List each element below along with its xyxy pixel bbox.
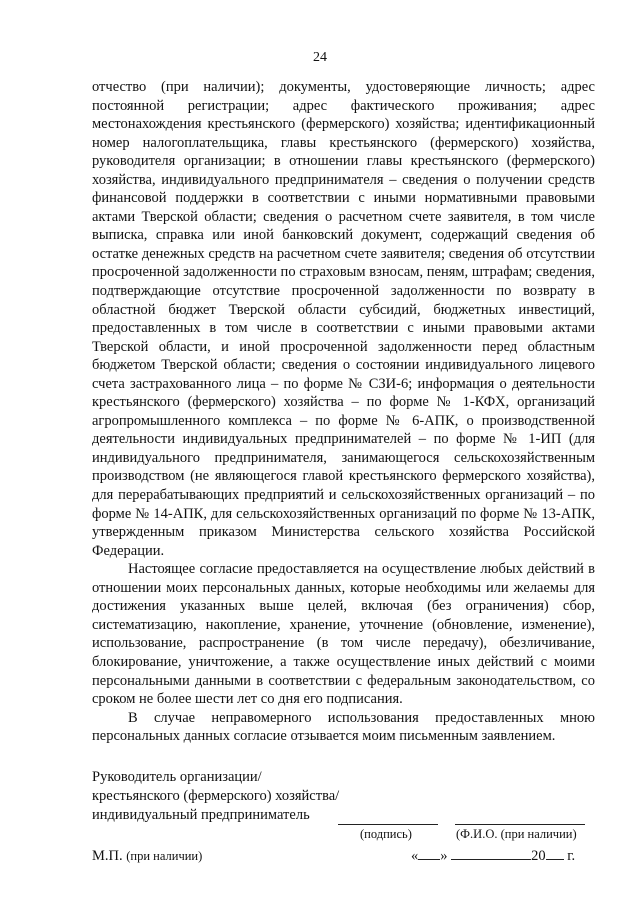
year-blank[interactable] xyxy=(546,848,564,860)
paragraph-consent-scope: Настоящее согласие предоставляется на осуществление любых действий в отношении моих персональных данных, которые необходимы или желаемы для достижения указанных выше целей, включая (без ограничения) сбор, систематизацию, накопление, хранение, уточнение (обновление, изменение), использование, распространение (в том числе передачу), обезличивание, блокирование, уничтожение, а также осуществление иных действий с моими персональными данными в соответствии с федеральным законодательством, со сроком не более шести лет со дня его подписания. xyxy=(92,561,595,708)
consent-text xyxy=(92,78,595,746)
paragraph-withdrawal: В случае неправомерного использования предоставленных мною персональных данных согласие отзывается моим письменным заявлением. xyxy=(92,709,595,745)
name-field-line[interactable] xyxy=(455,824,585,825)
day-blank[interactable] xyxy=(418,848,440,860)
stamp-label: М.П. xyxy=(92,848,123,864)
date-century: 20 xyxy=(531,848,546,864)
paragraph-personal-data-list: отчество (при наличии); документы, удостоверяющие личность; адрес постоянной регистрации; адрес фактического проживания; адрес местонахождения крестьянского (фермерского) хозяйства; идентификационный номер налогоплательщика, главы крестьянского (фермерского) хозяйства, руководителя организации; в отношении главы крестьянского (фермерского) хозяйства, индивидуального предпринимателя – сведения о получении средств финансовой поддержки в соответствии с иными нормативными правовыми актами Тверской области; сведения о расчетном счете заявителя, в том числе выписка, справка или иной банковский документ, содержащий сведения об остатке денежных средств на расчетном счете заявителя; сведения об отсутствии просроченной задолженности по страховым взносам, пеням, штрафам; сведения, подтверждающие отсутствие просроченной задолженности по возврату в областной бюджет Тверской области субсидий, бюджетных инвестиций, предоставленных в том числе в соответствии с иными правовыми актами Тверской области, и иной просроченной задолженности перед областным бюджетом Тверской области; сведения о состоянии индивидуального лицевого счета застрахованного лица – по форме № СЗИ-6; информация о деятельности крестьянского (фермерского) хозяйства – по форме № 1-КФХ, организаций агропромышленного комплекса – по форме № 6-АПК, о производственной деятельности индивидуальных предпринимателей – по форме № 1-ИП (для индивидуального предпринимателя, занимающегося сельскохозяйственным производством (не являющегося главой крестьянского фермерского хозяйства), для перерабатывающих предприятий и сельскохозяйственных организаций – по форме № 14-АПК, для сельскохозяйственных организаций по форме № 13-АПК, утвержденным приказом Министерства сельского хозяйства Российской Федерации. xyxy=(92,79,595,559)
page-number: 24 xyxy=(313,50,327,65)
date-field xyxy=(411,848,575,865)
signatory-line-1: Руководитель организации/ xyxy=(92,769,262,785)
month-blank[interactable] xyxy=(451,848,531,860)
date-open-quote: « xyxy=(411,848,419,864)
signatory-line-2: крестьянского (фермерского) хозяйства/ xyxy=(92,788,340,804)
signature-caption: (подпись) xyxy=(360,827,412,841)
name-caption: (Ф.И.О. (при наличии) xyxy=(456,827,577,841)
date-year-suffix: г. xyxy=(567,848,576,864)
signatory-line-3: индивидуальный предприниматель xyxy=(92,807,310,823)
signatory-block xyxy=(92,768,339,825)
stamp-place xyxy=(92,848,202,865)
stamp-note: (при наличии) xyxy=(126,849,203,863)
signature-field-line[interactable] xyxy=(338,824,438,825)
date-close-quote: » xyxy=(440,848,448,864)
